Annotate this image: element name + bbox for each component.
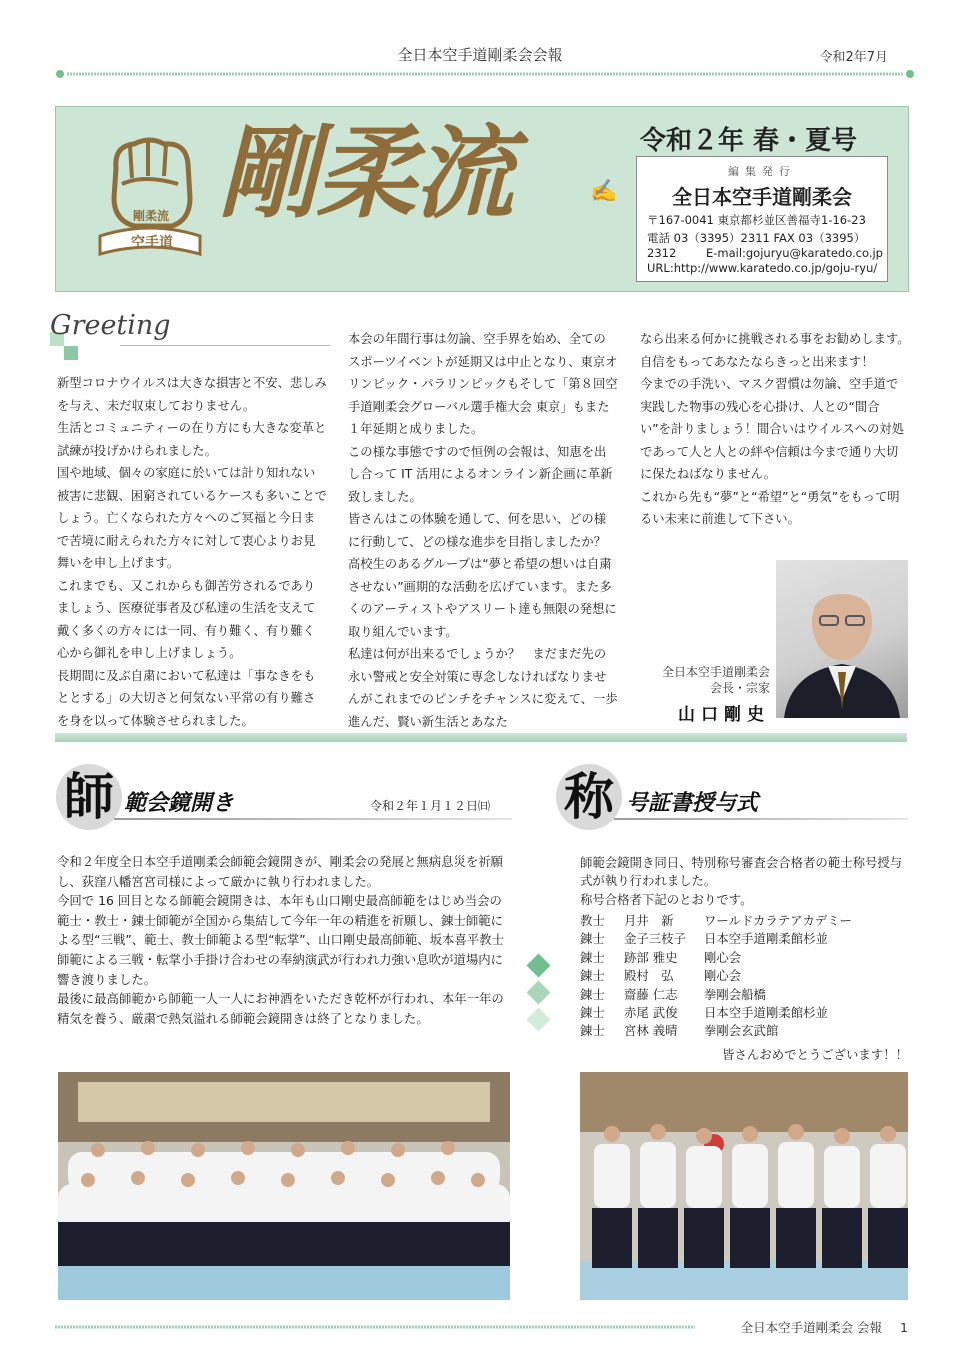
diamond-ornament <box>526 980 550 1004</box>
greeting-paragraph: 今までの手洗い、マスク習慣は勿論、空手道で実践した物事の残心を心掛け、人との“間合い”を計りましょう！間合いはウイルスへの対処であって人と人との絆や信頼は今まで通り大切に保たねばなりません。 <box>640 377 904 481</box>
greeting-rule <box>120 345 330 346</box>
shihankai-paragraph: 最後に最高師範から師範一人一人にお神酒をいただき乾杯が行われ、本年一年の精気を養う、厳粛で熱気溢れる師範会鏡開きは終了となりました。 <box>57 991 504 1026</box>
issue-date: 令和2年7月 <box>819 50 888 65</box>
honoree-name: 跡部 雅史 <box>624 949 678 965</box>
signature-block <box>636 664 770 696</box>
greeting-paragraph: 私達は何が出来るでしょうか？ まだまだ先の永い警戒と安全対策に専念しなければなりませんがこれまでのピンチをチャンスに変えて、一歩進んだ、賢い新生活とあなた <box>348 647 618 729</box>
gojuryu-logo: 剛柔流 <box>218 114 512 232</box>
event-date: 令和２年１月１２日㈰ <box>370 799 491 813</box>
honoree-dojo: 拳剛会玄武館 <box>704 1023 779 1039</box>
greeting-paragraph: 長期間に及ぶ自粛において私達は「事なきをもととする」の大切さと何気ない平常の有り難さを身を以って体験させられました。 <box>57 668 316 728</box>
list-item <box>580 930 910 948</box>
publisher-label: 編集発行 <box>728 165 796 178</box>
congratulations-text: 皆さんおめでとうございます！！ <box>722 1047 908 1062</box>
chairman-portrait <box>776 560 908 718</box>
shogo-paragraph: 師範会鏡開き同日、特別称号審査会合格者の範士称号授与式が執り行われました。 <box>580 855 903 889</box>
honoree-dojo: 剛心会 <box>704 949 742 965</box>
footer-text: 全日本空手道剛柔会 会報 <box>740 1320 883 1335</box>
diamond-ornament <box>526 1007 550 1031</box>
diamond-ornament <box>526 953 550 977</box>
page-footer <box>700 1318 908 1336</box>
logo-signature-mark: ✍ <box>590 179 618 204</box>
footer-rule <box>55 1324 695 1330</box>
greeting-column-3 <box>640 328 910 531</box>
issue-label: 令和２年 春・夏号 <box>640 126 858 156</box>
list-item <box>580 967 910 985</box>
page-number: 1 <box>900 1320 908 1335</box>
publisher-box <box>636 156 888 282</box>
greeting-paragraph: これから先も“夢”と“希望”と“勇気”をもって明るい未来に前進して下さい。 <box>640 489 900 526</box>
shihankai-paragraph: 今回で 16 回目となる師範会鏡開きは、本年も山口剛史最高師範をはじめ当会の範士・教士・錬士師範が全国から集結して今年一年の精進を祈願し、錬士師範による型“三戦”、範士、教士師範よる型“転掌”、山口剛史最高師範、坂本喜平教士師範による三戦・転掌小手掛け合わせの奉納演武が行われ力強い息吹が道場内に響き渡りました。 <box>57 893 504 987</box>
honoree-dojo: ワールドカラテアカデミー <box>704 913 852 928</box>
publisher-url: URL:http://www.karatedo.co.jp/goju-ryu/ <box>647 261 878 275</box>
greeting-paragraph: 皆さんはこの体験を通して、何を思い、どの様に行動して、どの様な進歩を目指しましたか？ 高校生のあるグループは“夢と希望の想いは自粛させない”画期的な活動を広げています。また多くのアーティストやアスリート達も無限の発想に取り組んでいます。 <box>348 512 619 639</box>
heading-kanji: 称 <box>564 767 614 826</box>
heading-kanji: 師 <box>64 767 114 826</box>
portrait-figure-icon <box>776 560 908 718</box>
photo-certificate-ceremony <box>580 1072 908 1300</box>
greeting-paragraph: 本会の年間行事は勿論、空手界を始め、全てのスポーツイベントが延期又は中止となり、東京オリンピック・パラリンピックもそして「第８回空手道剛柔会グローバル選手権大会 東京」もまた１年延期と成りました。 <box>348 332 618 436</box>
honoree-rank: 錬士 <box>580 968 605 984</box>
shogo-intro <box>580 854 910 909</box>
section-rule <box>614 818 908 820</box>
honoree-name: 宮林 義晴 <box>624 1023 678 1039</box>
honoree-rank: 錬士 <box>580 949 605 965</box>
list-item <box>580 986 910 1004</box>
list-item <box>580 1004 910 1022</box>
honoree-rank: 教士 <box>580 913 605 928</box>
shihankai-paragraph: 令和２年度全日本空手道剛柔会師範会鏡開きが、剛柔会の発展と無病息災を祈願し、荻窪八幡宮宮司様によって厳かに執り行われました。 <box>57 854 504 889</box>
section-title-shogo: 号証書授与式 <box>626 790 759 816</box>
honoree-name: 齋藤 仁志 <box>624 986 678 1002</box>
signature-name: 山口剛史 <box>678 705 770 725</box>
honoree-rank: 錬士 <box>580 1023 605 1039</box>
greeting-paragraph: 国や地域、個々の家庭に於いては計り知れない被害に悲観、困窮されているケースも多いことでしょう。亡くなられた方々へのご冥福と今日まで苦境に耐えられた方々に対して衷心よりお見舞いを申し上げます。 <box>57 466 327 570</box>
greeting-paragraph: これまでも、又これからも御苦労されるでありましょう、医療従事者及び私達の生活を支えて戴く多くの方々には一同、有り難く、有り難く心から御礼を申し上げましょう。 <box>57 578 316 660</box>
honoree-rank: 錬士 <box>580 986 605 1002</box>
list-item <box>580 912 910 930</box>
section-divider <box>55 733 907 742</box>
greeting-paragraph: なら出来る何かに挑戦される事をお勧めします。自信をもってあなたならきっと出来ます！ <box>640 332 910 369</box>
fist-label-bottom: 空手道 <box>131 235 173 251</box>
publisher-email: E-mail:gojuryu@karatedo.co.jp <box>705 246 883 260</box>
group-photo-illustration-icon <box>58 1072 510 1300</box>
group-photo-kagamibiraki <box>58 1072 510 1300</box>
honoree-rank: 錬士 <box>580 931 605 947</box>
honoree-name: 赤尾 武俊 <box>624 1005 678 1021</box>
shogo-paragraph: 称号合格者下記のとおりです。 <box>580 891 753 907</box>
shihankai-body <box>57 852 509 1028</box>
honoree-dojo: 日本空手道剛柔館杉並 <box>704 1005 828 1021</box>
honoree-list <box>580 912 910 1041</box>
honoree-name: 金子三枝子 <box>624 931 686 947</box>
list-item <box>580 1022 910 1040</box>
greeting-column-2 <box>348 328 618 733</box>
section-title-shihankai: 範会鏡開き <box>124 790 235 816</box>
honoree-name: 月井 新 <box>624 913 674 928</box>
greeting-title: Greeting <box>50 310 171 341</box>
honoree-name: 殿村 弘 <box>624 968 674 984</box>
greeting-paragraph: 新型コロナウイルスは大きな損害と不安、悲しみを与え、未だ収束しておりません。 <box>57 376 327 413</box>
publication-title: 全日本空手道剛柔会会報 <box>397 46 563 64</box>
section-rule <box>114 818 512 820</box>
greeting-column-1 <box>57 372 327 732</box>
publisher-phone: 電話 03（3395）2311 FAX 03（3395）2312 <box>647 231 866 260</box>
honoree-dojo: 日本空手道剛柔館杉並 <box>704 931 828 947</box>
signature-title: 会長・宗家 <box>709 681 770 695</box>
publisher-name: 全日本空手道剛柔会 <box>672 185 852 209</box>
greeting-paragraph: この様な事態ですので恒例の会報は、知恵を出し合って IT 活用によるオンライン新企画に革新致しました。 <box>348 444 613 504</box>
greeting-paragraph: 生活とコミュニティーの在り方にも大きな変革と試練が投げかけられました。 <box>57 421 327 458</box>
publisher-address: 〒167-0041 東京都杉並区善福寺1-16-23 <box>647 213 866 227</box>
ceremony-photo-illustration-icon <box>580 1072 908 1300</box>
fist-label-top: 剛柔流 <box>132 209 169 223</box>
honoree-dojo: 拳剛会船橋 <box>704 986 766 1002</box>
header-rule <box>55 69 915 79</box>
honoree-rank: 錬士 <box>580 1005 605 1021</box>
honoree-dojo: 剛心会 <box>704 968 742 984</box>
signature-org: 全日本空手道剛柔会 <box>661 665 770 679</box>
greeting-square <box>64 346 78 360</box>
list-item <box>580 949 910 967</box>
